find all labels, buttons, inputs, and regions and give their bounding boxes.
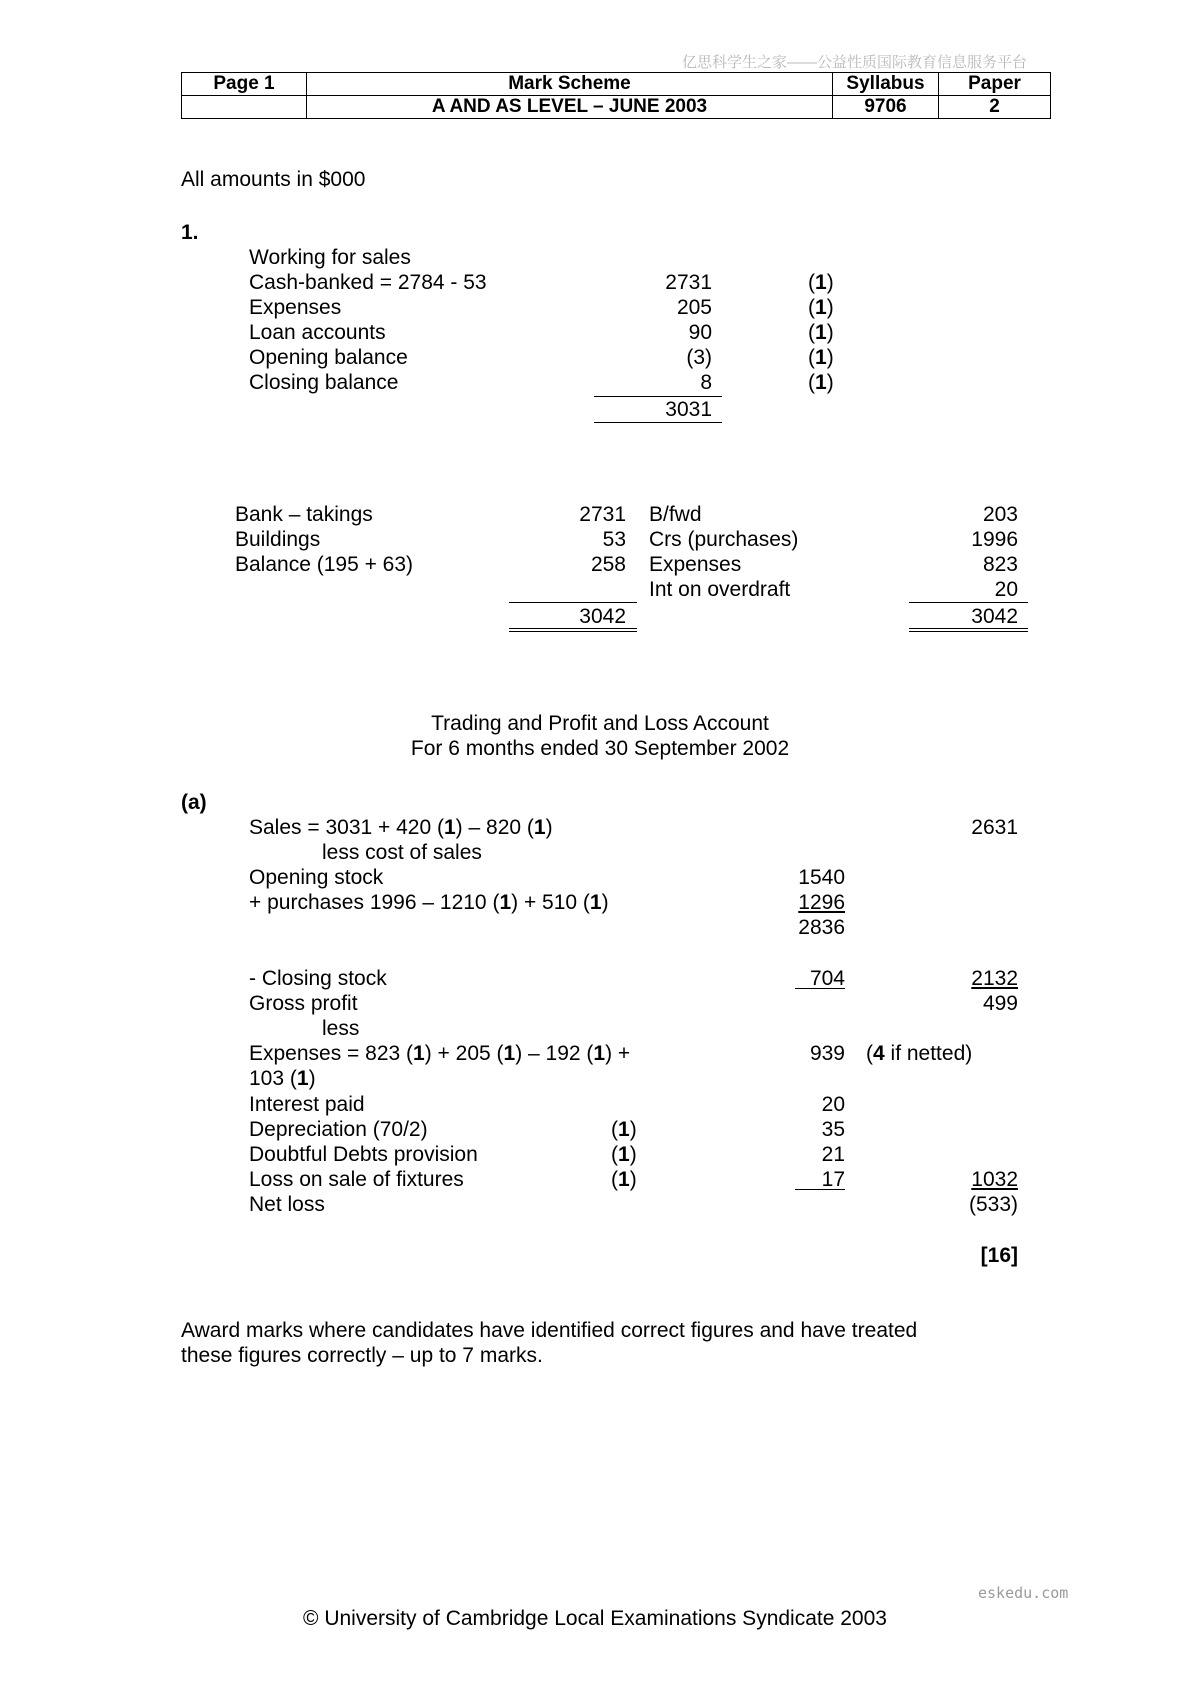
tpl-loss-sale-underline <box>795 1189 845 1190</box>
tpl-loss-sale-mark: (1) <box>611 1168 637 1191</box>
total-marks: [16] <box>980 1244 1018 1267</box>
working-row-value: (3) <box>686 346 712 369</box>
watermark-bottom: eskedu.com <box>978 1584 1069 1602</box>
bank-left-label: Buildings <box>235 528 321 551</box>
tpl-closing-stock-underline <box>795 988 845 989</box>
tpl-depreciation-value: 35 <box>821 1118 845 1141</box>
bank-left-value: 2731 <box>579 503 626 526</box>
bank-right-label: Crs (purchases) <box>649 528 799 551</box>
tpl-expenses-total-value: 1032 <box>971 1168 1018 1191</box>
header-syllabus-label: Syllabus <box>833 73 939 96</box>
tpl-interest-value: 20 <box>821 1093 845 1116</box>
watermark-top: 亿思科学生之家——公益性质国际教育信息服务平台 <box>682 54 1028 71</box>
tpl-loss-sale-label: Loss on sale of fixtures <box>249 1168 464 1191</box>
amounts-note: All amounts in $000 <box>181 168 366 191</box>
working-row-label: Closing balance <box>249 371 399 394</box>
working-row-mark: (1) <box>808 371 834 394</box>
tpl-depreciation-mark: (1) <box>611 1118 637 1141</box>
bank-right-total-rule <box>909 602 1028 603</box>
tpl-depreciation-label: Depreciation (70/2) <box>249 1118 428 1141</box>
bank-left-double-rule-2 <box>509 631 637 632</box>
tpl-title: Trading and Profit and Loss Account <box>431 712 769 735</box>
working-total-underline <box>594 422 722 423</box>
tpl-opening-stock-value: 1540 <box>798 866 845 889</box>
working-row-mark: (1) <box>808 271 834 294</box>
tpl-opening-stock-label: Opening stock <box>249 866 384 889</box>
working-total: 3031 <box>665 398 712 421</box>
working-row-mark: (1) <box>808 321 834 344</box>
header-page: Page 1 <box>182 73 307 96</box>
working-row-value: 90 <box>688 321 712 344</box>
working-row-label: Expenses <box>249 296 342 319</box>
tpl-expenses-value: 939 <box>809 1042 845 1065</box>
tpl-less-cost-label: less cost of sales <box>322 841 482 864</box>
working-row-value: 8 <box>700 371 712 394</box>
bank-right-double-rule-1 <box>909 628 1028 629</box>
tpl-gross-profit-value: 499 <box>982 992 1018 1015</box>
bank-right-value: 20 <box>994 578 1018 601</box>
footer-copyright: © University of Cambridge Local Examinations Syndicate 2003 <box>303 1607 887 1630</box>
working-row-value: 2731 <box>665 271 712 294</box>
bank-right-label: B/fwd <box>649 503 702 526</box>
tpl-purchases-value: 1296 <box>798 891 845 914</box>
award-note-line1: Award marks where candidates have identified correct figures and have treated <box>181 1319 918 1342</box>
tpl-closing-stock-value: 704 <box>809 967 845 990</box>
tpl-expenses-label: Expenses = 823 (1) + 205 (1) – 192 (1) + <box>249 1042 631 1065</box>
working-row-value: 205 <box>676 296 712 319</box>
tpl-loss-sale-value: 17 <box>821 1168 845 1191</box>
bank-left-value: 258 <box>590 553 626 576</box>
bank-left-total: 3042 <box>579 605 626 628</box>
bank-left-total-rule <box>509 602 637 603</box>
bank-right-value: 1996 <box>971 528 1018 551</box>
tpl-doubtful-label: Doubtful Debts provision <box>249 1143 478 1166</box>
header-empty <box>182 96 307 119</box>
bank-right-label: Expenses <box>649 553 742 576</box>
tpl-interest-label: Interest paid <box>249 1093 365 1116</box>
tpl-closing-stock-label: - Closing stock <box>249 967 387 990</box>
header-paper-label: Paper <box>939 73 1051 96</box>
bank-right-value: 203 <box>982 503 1018 526</box>
bank-right-double-rule-2 <box>909 631 1028 632</box>
question-number: 1. <box>181 221 199 244</box>
header-paper: 2 <box>939 96 1051 119</box>
working-row-mark: (1) <box>808 346 834 369</box>
working-row-label: Cash-banked = 2784 - 53 <box>249 271 487 294</box>
bank-left-double-rule-1 <box>509 628 637 629</box>
working-row-label: Opening balance <box>249 346 408 369</box>
bank-left-label: Bank – takings <box>235 503 373 526</box>
header-table <box>181 72 1051 119</box>
working-row-mark: (1) <box>808 296 834 319</box>
tpl-cost-of-sales-value: 2132 <box>971 967 1018 990</box>
bank-right-label: Int on overdraft <box>649 578 791 601</box>
tpl-net-loss-label: Net loss <box>249 1193 325 1216</box>
tpl-sales-value: 2631 <box>971 816 1018 839</box>
tpl-purchases-label: + purchases 1996 – 1210 (1) + 510 (1) <box>249 891 609 914</box>
bank-left-value: 53 <box>602 528 626 551</box>
header-mark-scheme: Mark Scheme <box>307 73 833 96</box>
tpl-less-label: less <box>322 1017 360 1040</box>
tpl-sales-label: Sales = 3031 + 420 (1) – 820 (1) <box>249 816 553 839</box>
bank-right-total: 3042 <box>971 605 1018 628</box>
tpl-gross-profit-label: Gross profit <box>249 992 358 1015</box>
bank-right-value: 823 <box>982 553 1018 576</box>
tpl-subtitle: For 6 months ended 30 September 2002 <box>410 737 790 760</box>
header-level: A AND AS LEVEL – JUNE 2003 <box>307 96 833 119</box>
working-row-label: Loan accounts <box>249 321 386 344</box>
tpl-doubtful-value: 21 <box>821 1143 845 1166</box>
tpl-subtotal-value: 2836 <box>798 916 845 939</box>
part-a-label: (a) <box>181 791 207 814</box>
award-note-line2: these figures correctly – up to 7 marks. <box>181 1344 543 1367</box>
working-title: Working for sales <box>249 246 411 269</box>
tpl-expenses-label-cont: 103 (1) <box>249 1067 316 1090</box>
tpl-doubtful-mark: (1) <box>611 1143 637 1166</box>
header-syllabus: 9706 <box>833 96 939 119</box>
tpl-net-loss-value: (533) <box>968 1193 1018 1216</box>
bank-left-label: Balance (195 + 63) <box>235 553 414 576</box>
tpl-netted-note: (4 if netted) <box>866 1042 973 1065</box>
